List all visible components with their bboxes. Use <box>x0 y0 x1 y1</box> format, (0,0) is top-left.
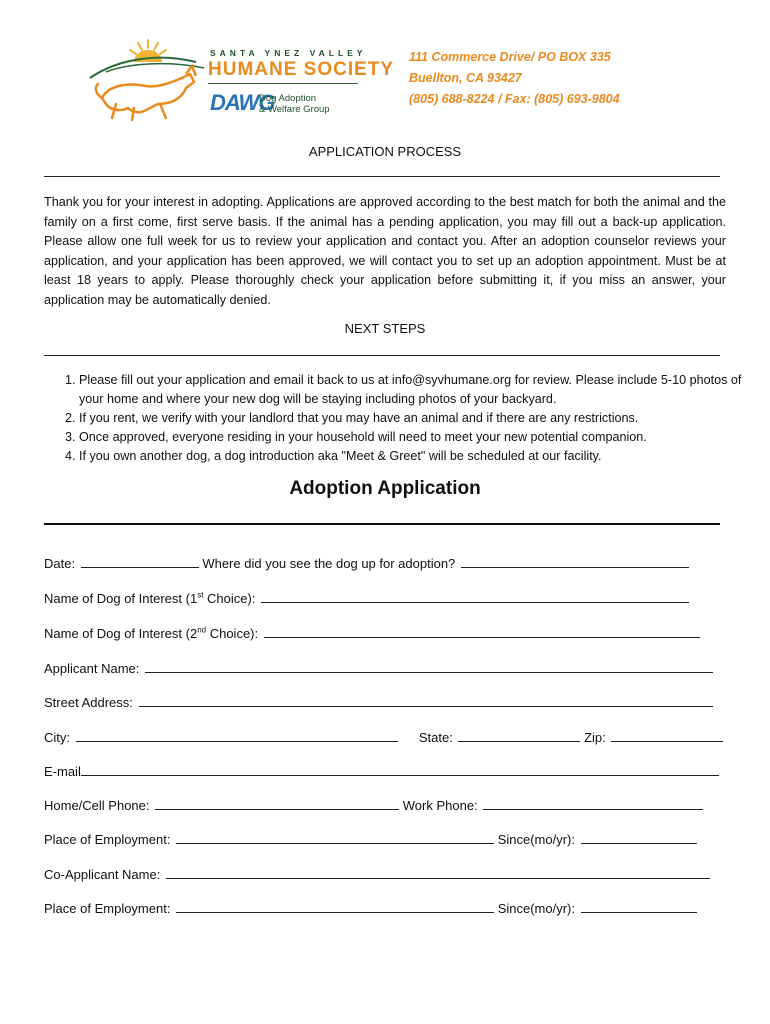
next-steps-divider <box>44 355 720 356</box>
ordinal-suffix: st <box>197 590 204 600</box>
ordinal-suffix: nd <box>197 625 207 635</box>
since-label: Since(mo/yr): <box>497 832 575 847</box>
next-steps-heading: NEXT STEPS <box>344 321 426 336</box>
process-divider <box>44 176 720 177</box>
list-item: 2. If you rent, we verify with your landlord that you may have an animal and if there are any restrictions. <box>79 409 755 428</box>
state-label: State: <box>418 730 453 745</box>
work-phone-field[interactable] <box>483 797 703 810</box>
dawg-line-2: & Welfare Group <box>259 104 330 115</box>
since-2-field[interactable] <box>581 900 697 913</box>
next-steps-list <box>44 371 755 466</box>
applicant-row <box>44 660 726 676</box>
city-label: City: <box>44 730 70 745</box>
date-label: Date: <box>44 556 76 571</box>
email-field[interactable] <box>81 763 719 776</box>
list-item: 1. Please fill out your application and email it back to us at info@syvhumane.org for review. Please include 5-10 photos of your home and where your new dog will be staying including photos of your backyard. <box>79 371 755 409</box>
dog-choice-1-label-text: Name of Dog of Interest (1 <box>44 591 198 606</box>
zip-field[interactable] <box>611 729 723 742</box>
dog-choice-1-row <box>44 590 726 606</box>
zip-label: Zip: <box>584 730 606 745</box>
city-state-zip-row <box>44 729 726 745</box>
coapplicant-row <box>44 866 726 882</box>
state-field[interactable] <box>458 729 580 742</box>
humane-society-logo <box>86 38 395 124</box>
list-item: 3. Once approved, everyone residing in your household will need to meet your new potential companion. <box>79 428 755 447</box>
org-subtitle: SANTA YNEZ VALLEY <box>210 48 367 58</box>
intro-paragraph: Thank you for your interest in adopting. Applications are approved according to the best match for both the animal and the family on a first come, first serve basis. If the animal has a pending application, you may fill out a back-up application. Please allow one full week for us to review your application and contact you. After an adoption counselor reviews your application, and your application has been approved, we will contact you to set up an adoption appointment. Must be at least 18 years to apply. Please thoroughly check your application before submitting it, if you miss an answer, your application may be automatically denied. <box>44 195 726 307</box>
phone-row <box>44 797 726 813</box>
street-address-field[interactable] <box>139 694 713 707</box>
applicant-name-field[interactable] <box>145 660 713 673</box>
since-2-label: Since(mo/yr): <box>497 901 575 916</box>
dawg-subtitle <box>259 93 330 115</box>
logo-divider <box>208 83 358 84</box>
org-name: HUMANE SOCIETY <box>208 59 395 80</box>
dog-choice-2-label-end: Choice): <box>206 626 259 641</box>
street-address-label: Street Address: <box>44 695 133 710</box>
employment-2-field[interactable] <box>176 900 494 913</box>
employment-row <box>44 831 726 847</box>
where-seen-field[interactable] <box>461 555 689 568</box>
employment-2-label: Place of Employment: <box>44 901 171 916</box>
employment-field[interactable] <box>176 831 494 844</box>
where-seen-label: Where did you see the dog up for adoption? <box>202 556 456 571</box>
coapplicant-name-label: Co-Applicant Name: <box>44 867 161 882</box>
employment-label: Place of Employment: <box>44 832 171 847</box>
contact-phone: (805) 688-8224 / Fax: (805) 693-9804 <box>409 92 620 106</box>
application-process-heading: APPLICATION PROCESS <box>308 144 462 159</box>
dog-choice-2-field[interactable] <box>264 625 700 638</box>
list-item: 4. If you own another dog, a dog introduction aka "Meet & Greet" will be scheduled at our facility. <box>79 447 755 466</box>
since-field[interactable] <box>581 831 697 844</box>
dog-choice-1-label <box>44 591 255 606</box>
email-row <box>44 763 726 779</box>
dawg-line-1: Dog Adoption <box>259 93 317 104</box>
form-title: Adoption Application <box>289 478 481 499</box>
dog-choice-1-field[interactable] <box>261 590 689 603</box>
dog-choice-2-row <box>44 625 726 641</box>
date-field[interactable] <box>81 555 199 568</box>
date-row <box>44 555 726 571</box>
email-label: E-mail <box>44 764 81 779</box>
work-phone-label: Work Phone: <box>402 798 478 813</box>
street-row <box>44 694 726 710</box>
coapplicant-name-field[interactable] <box>166 866 710 879</box>
home-phone-field[interactable] <box>155 797 399 810</box>
dog-choice-1-label-end: Choice): <box>203 591 256 606</box>
dog-sun-logo-icon <box>86 38 210 124</box>
contact-city: Buellton, CA 93427 <box>409 71 522 85</box>
title-divider <box>44 523 720 525</box>
dawg-wordmark: DAWG <box>210 90 275 115</box>
city-field[interactable] <box>76 729 398 742</box>
dog-choice-2-label-text: Name of Dog of Interest (2 <box>44 626 198 641</box>
contact-address: 111 Commerce Drive/ PO BOX 335 <box>409 50 611 64</box>
dog-choice-2-label <box>44 626 258 641</box>
contact-block <box>409 47 620 110</box>
applicant-name-label: Applicant Name: <box>44 661 140 676</box>
home-phone-label: Home/Cell Phone: <box>44 798 150 813</box>
employment-2-row <box>44 900 726 916</box>
